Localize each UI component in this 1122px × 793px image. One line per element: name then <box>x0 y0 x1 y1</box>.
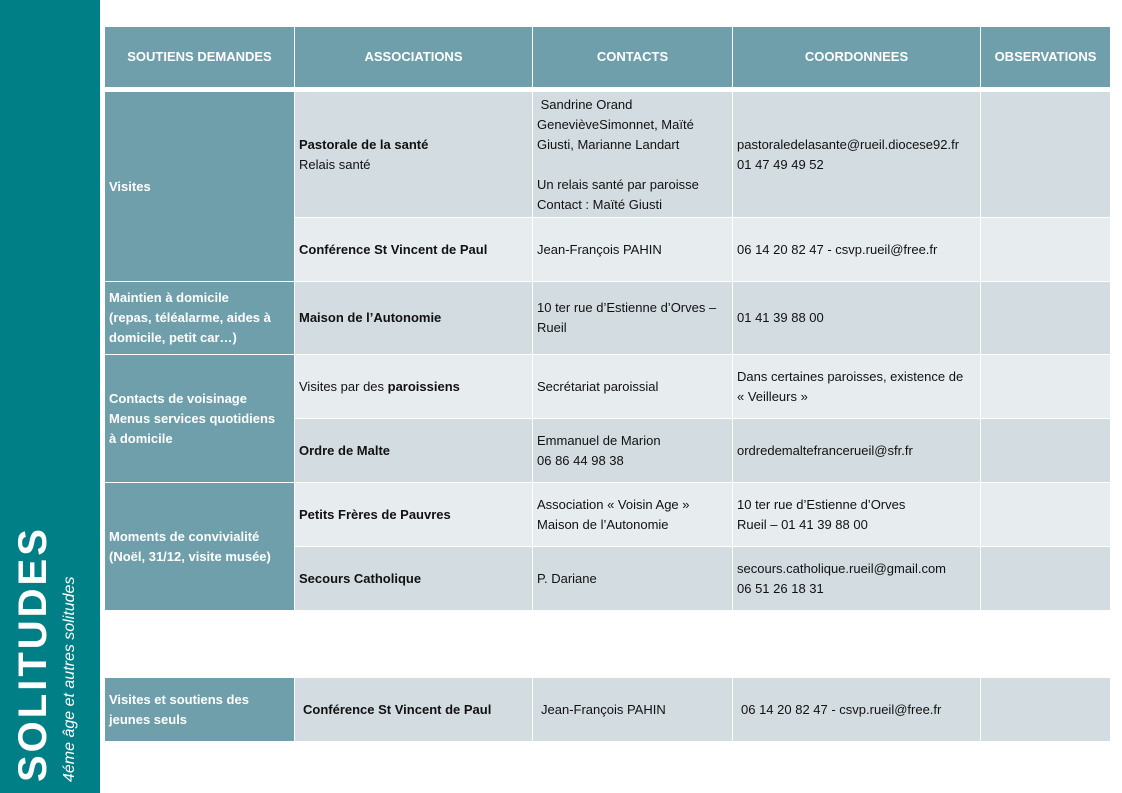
assoc-pastorale <box>295 92 533 218</box>
support-table <box>104 26 1111 611</box>
assoc-petits-freres: Petits Frères de Pauvres <box>295 483 533 547</box>
category-line: Maintien à domicile <box>109 290 229 305</box>
coord-pastorale <box>733 92 981 218</box>
phone-number: 06 51 26 18 31 <box>737 580 824 596</box>
header-observations: OBSERVATIONS <box>981 27 1111 88</box>
contact-line: Maison de l’Autonomie <box>537 516 669 532</box>
contact-svp: Jean-François PAHIN <box>533 218 733 282</box>
contact-line: Un relais santé par paroisse <box>537 176 699 192</box>
email-link[interactable]: secours.catholique.rueil@gmail.com <box>737 560 947 576</box>
coord-jeunes[interactable]: 06 14 20 82 47 - csvp.rueil@free.fr <box>733 678 981 742</box>
coord-autonomie: 01 41 39 88 00 <box>733 282 981 355</box>
sidebar <box>0 0 100 793</box>
coord-line: 10 ter rue d’Estienne d’Orves <box>737 496 906 512</box>
coord-secours <box>733 547 981 611</box>
category-visites: Visites <box>105 92 295 282</box>
category-line: Visites et soutiens des <box>109 691 249 707</box>
category-voisinage <box>105 355 295 483</box>
coord-line: Dans certaines paroisses, existence de <box>737 368 964 384</box>
assoc-name: Pastorale de la santé <box>299 136 429 152</box>
table-row <box>105 282 1111 355</box>
assoc-subname: Relais santé <box>299 156 371 172</box>
observation-cell <box>981 547 1111 611</box>
youth-table <box>104 677 1111 742</box>
header-associations: ASSOCIATIONS <box>295 27 533 88</box>
coord-petits-freres <box>733 483 981 547</box>
assoc-autonomie: Maison de l’Autonomie <box>295 282 533 355</box>
category-line: Contacts de voisinage <box>109 390 247 406</box>
observation-cell <box>981 355 1111 419</box>
category-maintien <box>105 282 295 355</box>
contact-secours: P. Dariane <box>533 547 733 611</box>
category-jeunes <box>105 678 295 742</box>
category-line: (repas, téléalarme, aides à <box>109 310 271 325</box>
coord-line: « Veilleurs » <box>737 388 808 404</box>
contact-line: 10 ter rue d’Estienne d’Orves – <box>537 300 717 315</box>
coord-line: Rueil – 01 41 39 88 00 <box>737 516 868 532</box>
observation-cell <box>981 92 1111 218</box>
contact-paroissiens: Secrétariat paroissial <box>533 355 733 419</box>
category-line: domicile, petit car…) <box>109 330 237 345</box>
category-line: jeunes seuls <box>109 711 188 727</box>
category-line: Moments de convivialité <box>109 528 260 544</box>
assoc-malte: Ordre de Malte <box>295 419 533 483</box>
sidebar-title: SOLITUDES <box>11 526 55 782</box>
phone-number: 01 47 49 49 52 <box>737 156 824 172</box>
header-coordonnees: COORDONNEES <box>733 27 981 88</box>
observation-cell <box>981 419 1111 483</box>
contact-line: Association « Voisin Age » <box>537 496 690 512</box>
contact-line: Emmanuel de Marion <box>537 432 661 448</box>
assoc-jeunes: Conférence St Vincent de Paul <box>295 678 533 742</box>
observation-cell <box>981 282 1111 355</box>
contact-jeunes: Jean-François PAHIN <box>533 678 733 742</box>
observation-cell <box>981 218 1111 282</box>
assoc-prefix: Visites par des <box>299 378 388 394</box>
email-link[interactable]: pastoraledelasante@rueil.diocese92.fr <box>737 136 960 152</box>
contact-line: Contact : Maïté Giusti <box>537 196 662 212</box>
coord-svp[interactable]: 06 14 20 82 47 - csvp.rueil@free.fr <box>733 218 981 282</box>
assoc-paroissiens <box>295 355 533 419</box>
assoc-secours: Secours Catholique <box>295 547 533 611</box>
table-row <box>105 92 1111 218</box>
assoc-svp: Conférence St Vincent de Paul <box>295 218 533 282</box>
header-contacts: CONTACTS <box>533 27 733 88</box>
contact-line: 06 86 44 98 38 <box>537 452 624 468</box>
category-line: Menus services quotidiens <box>109 410 276 426</box>
table-row <box>105 483 1111 547</box>
header-soutiens: SOUTIENS DEMANDES <box>105 27 295 88</box>
contact-line: Sandrine Orand <box>537 96 633 112</box>
observation-cell <box>981 483 1111 547</box>
contact-line: Rueil <box>537 320 567 335</box>
category-convivialite <box>105 483 295 611</box>
header-row <box>105 27 1111 88</box>
contact-pastorale <box>533 92 733 218</box>
contact-petits-freres <box>533 483 733 547</box>
contact-line: Giusti, Marianne Landart <box>537 136 680 152</box>
category-line: (Noël, 31/12, visite musée) <box>109 548 271 564</box>
contact-line: GenevièveSimonnet, Maïté <box>537 116 694 132</box>
category-line: à domicile <box>109 430 173 446</box>
assoc-bold: paroissiens <box>387 378 460 394</box>
contact-malte <box>533 419 733 483</box>
coord-paroissiens <box>733 355 981 419</box>
coord-malte[interactable]: ordredemaltefrancerueil@sfr.fr <box>733 419 981 483</box>
contact-autonomie <box>533 282 733 355</box>
observation-cell <box>981 678 1111 742</box>
table-row <box>105 678 1111 742</box>
table-row <box>105 355 1111 419</box>
sidebar-subtitle: 4éme âge et autres solitudes <box>61 576 78 782</box>
